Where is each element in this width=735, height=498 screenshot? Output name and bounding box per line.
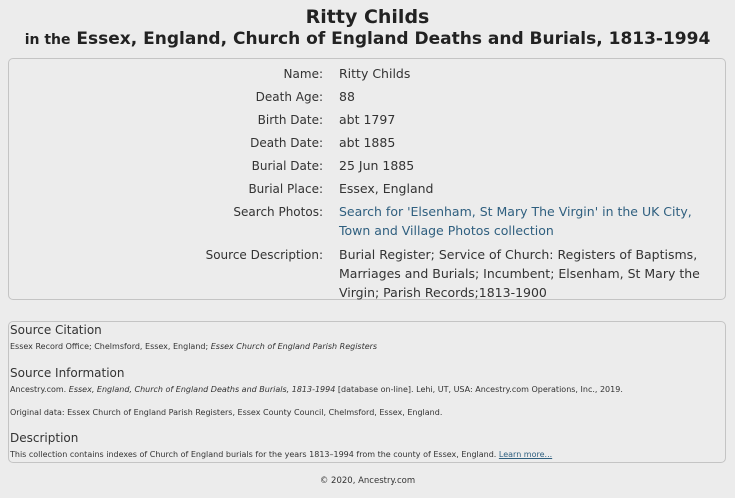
source-information-text — [10, 385, 623, 394]
source-citation-plain: Essex Record Office; Chelmsford, Essex, England; — [10, 342, 209, 351]
field-label: Death Date: — [250, 136, 323, 150]
search-photos-link[interactable]: Search for 'Elsenham, St Mary The Virgin' in the UK City, Town and Village Photos collection — [339, 204, 692, 238]
field-label: Death Age: — [255, 90, 323, 104]
field-label: Name: — [283, 67, 323, 81]
page-header — [0, 0, 735, 51]
record-details-panel — [8, 58, 726, 300]
footer-copyright: © 2020, Ancestry.com — [319, 476, 416, 486]
field-label: Birth Date: — [257, 113, 323, 127]
source-information-suffix: [database on-line]. Lehi, UT, USA: Ancestry.com Operations, Inc., 2019. — [337, 385, 623, 394]
original-data-text: Original data: Essex Church of England Parish Registers, Essex County Council, Chelmsford, Essex, England. — [10, 408, 443, 417]
field-value-burial-place: Essex, England — [339, 181, 434, 196]
collection-title — [0, 28, 735, 51]
source-citation-italic: Essex Church of England Parish Registers — [210, 342, 378, 351]
description-heading: Description — [10, 431, 79, 445]
field-value-name: Ritty Childs — [339, 66, 411, 81]
learn-more-link[interactable]: Learn more... — [498, 450, 553, 459]
collection-title-text: Essex, England, Church of England Deaths and Burials, 1813-1994 — [76, 29, 711, 49]
field-value-source-description: Burial Register; Service of Church: Registers of Baptisms, Marriages and Burials; Incumbent; Elsenham, St Mary the Virgin; Parish Records;1813-1900 — [339, 247, 700, 300]
collection-title-prefix: in the — [24, 32, 71, 48]
source-information-prefix: Ancestry.com. — [10, 385, 67, 394]
field-value-birth-date: abt 1797 — [339, 112, 396, 127]
source-information-italic: Essex, England, Church of England Deaths and Burials, 1813-1994 — [68, 385, 336, 394]
field-label: Source Description: — [205, 248, 323, 262]
source-citation-heading: Source Citation — [10, 323, 102, 337]
person-name-title: Ritty Childs — [305, 6, 430, 28]
source-citation-text — [10, 342, 377, 351]
description-text-line — [10, 450, 552, 459]
field-value-death-age: 88 — [339, 89, 355, 104]
source-information-heading: Source Information — [10, 366, 125, 380]
field-label: Burial Date: — [251, 159, 323, 173]
field-value-burial-date: 25 Jun 1885 — [339, 158, 415, 173]
description-text: This collection contains indexes of Church of England burials for the years 1813–1994 from the county of Essex, England. — [10, 450, 497, 459]
source-panel — [8, 321, 726, 463]
field-label: Search Photos: — [233, 205, 323, 219]
field-label: Burial Place: — [248, 182, 323, 196]
field-value-death-date: abt 1885 — [339, 135, 396, 150]
